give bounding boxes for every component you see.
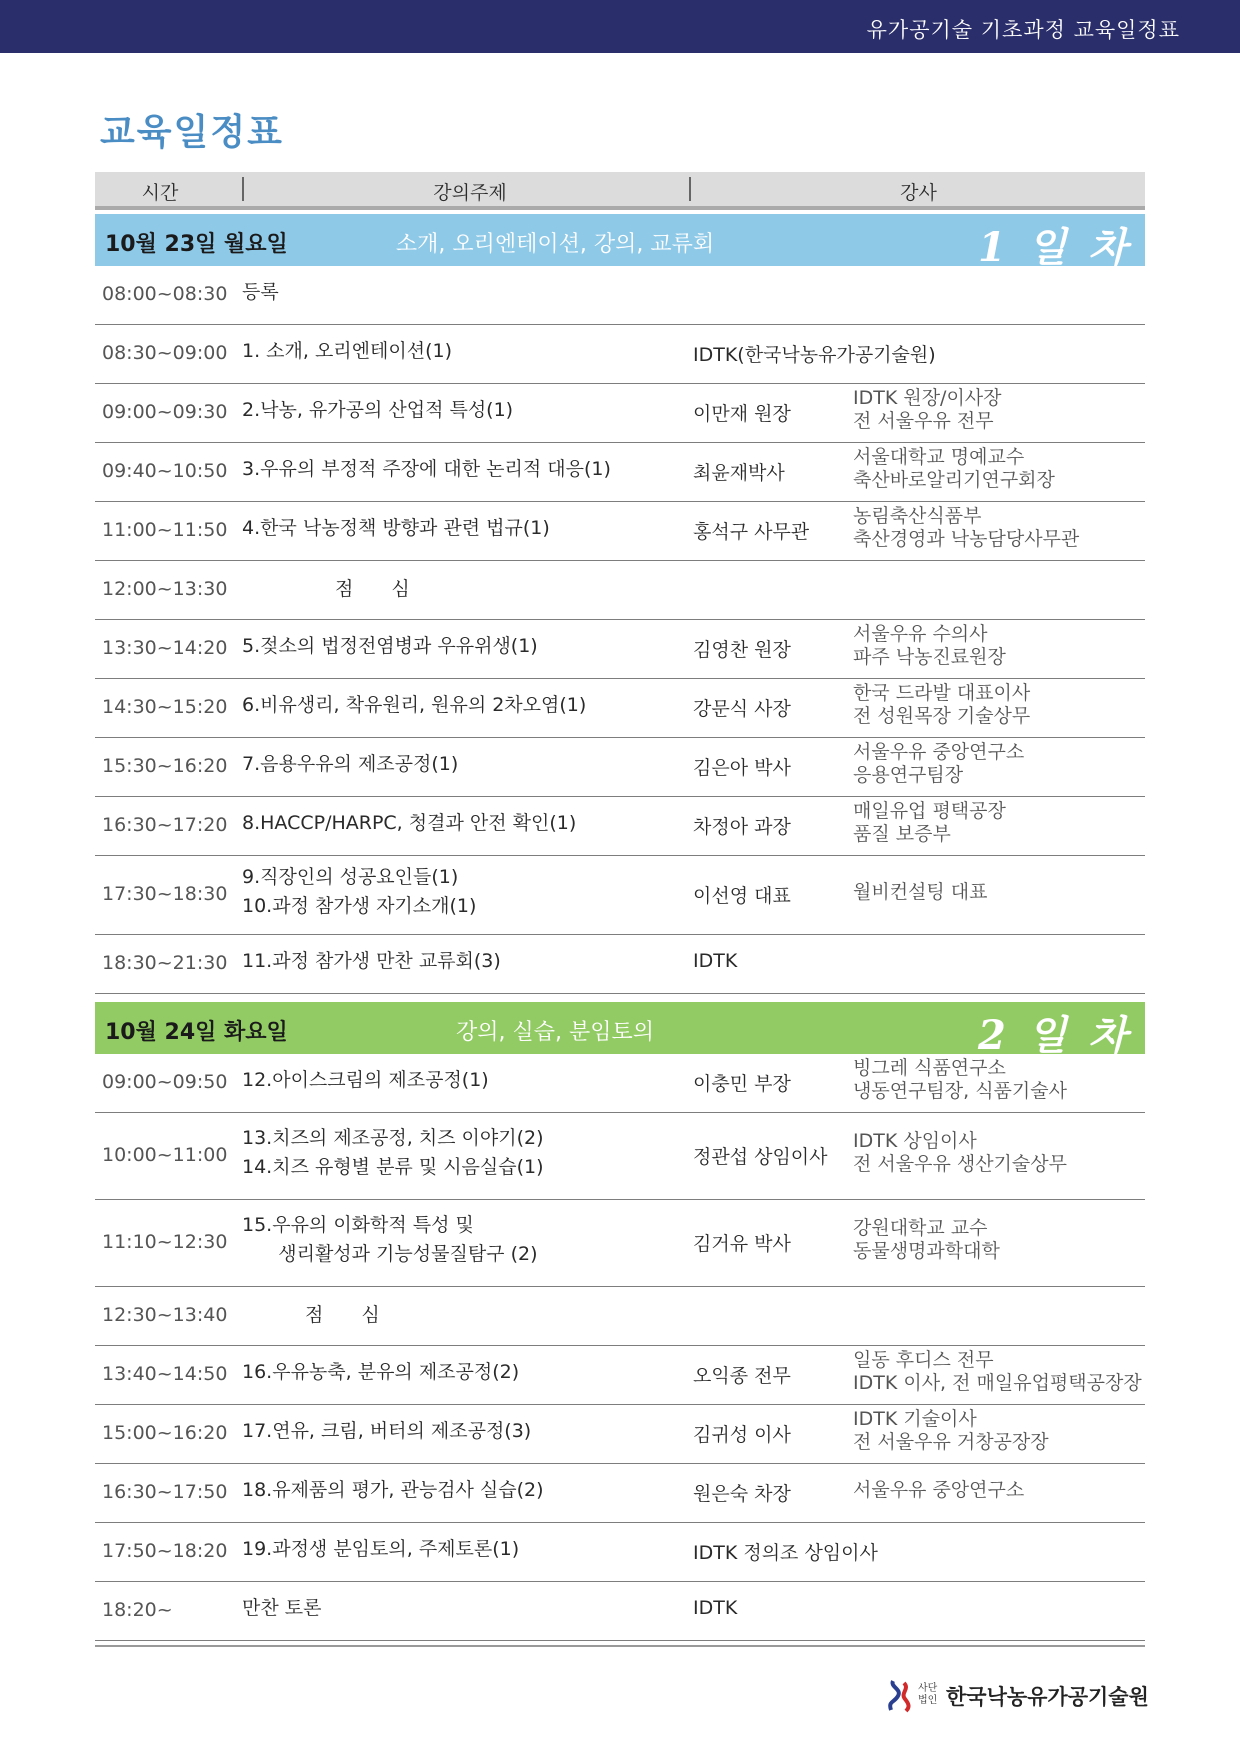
topic-line: 8.HACCP/HARPC, 청결과 안전 확인(1) xyxy=(242,812,577,834)
row-affiliation xyxy=(853,1479,1024,1502)
row-lecturer: 강문식 사장 xyxy=(693,698,791,720)
row-lecturer: 홍석구 사무관 xyxy=(693,521,810,543)
affiliation-line: 서울우유 중앙연구소 xyxy=(853,1479,1025,1501)
schedule-row xyxy=(95,679,1145,738)
header-divider xyxy=(242,177,244,201)
topic-line: 12.아이스크림의 제조공정(1) xyxy=(242,1069,489,1091)
topic-line: 18.유제품의 평가, 관능검사 실습(2) xyxy=(242,1479,544,1501)
row-lecturer: 오익종 전무 xyxy=(693,1365,791,1387)
row-affiliation xyxy=(853,1057,1067,1103)
header-topic: 강의주제 xyxy=(433,182,507,204)
affiliation-line: 응용연구팀장 xyxy=(853,764,964,786)
schedule-row xyxy=(95,325,1145,384)
topic-line: 11.과정 참가생 만찬 교류회(3) xyxy=(242,950,501,972)
row-topic xyxy=(242,750,458,779)
row-lecturer: 이만재 원장 xyxy=(693,403,791,425)
row-time: 12:00~13:30 xyxy=(102,578,228,600)
affiliation-line: IDTK 상임이사 xyxy=(853,1130,977,1152)
logo-mark-icon xyxy=(888,1679,914,1713)
row-lecturer: IDTK(한국낙농유가공기술원) xyxy=(693,344,936,366)
schedule-row xyxy=(95,561,1145,620)
affiliation-line: 강원대학교 교수 xyxy=(853,1217,988,1239)
affiliation-line: 파주 낙농진료원장 xyxy=(853,646,1006,668)
row-time: 18:30~21:30 xyxy=(102,952,228,974)
topic-line: 13.치즈의 제조공정, 치즈 이야기(2) xyxy=(242,1127,544,1149)
lunch-label: 점 심 xyxy=(305,1304,380,1326)
row-time: 09:40~10:50 xyxy=(102,460,228,482)
affiliation-line: 서울우유 수의사 xyxy=(853,623,988,645)
affiliation-line: 농림축산식품부 xyxy=(853,505,982,527)
topic-line: 19.과정생 분임토의, 주제토론(1) xyxy=(242,1538,520,1560)
row-topic xyxy=(242,1211,537,1269)
row-affiliation xyxy=(853,881,988,904)
logo-org-name: 한국낙농유가공기술원 xyxy=(946,1685,1149,1709)
row-affiliation xyxy=(853,682,1030,728)
schedule-row xyxy=(95,620,1145,679)
topic-line: 만찬 토론 xyxy=(242,1597,322,1619)
row-lecturer: 이선영 대표 xyxy=(693,885,791,907)
row-time: 10:00~11:00 xyxy=(102,1144,228,1166)
days-container xyxy=(95,214,1145,1641)
row-lecturer: 정관섭 상임이사 xyxy=(693,1146,828,1168)
row-topic xyxy=(242,396,513,425)
day-theme: 강의, 실습, 분임토의 xyxy=(456,1020,654,1045)
row-time: 18:20~ xyxy=(102,1599,173,1621)
row-topic xyxy=(242,1124,544,1182)
row-lecturer: 김귀성 이사 xyxy=(693,1424,791,1446)
top-banner xyxy=(0,0,1240,53)
affiliation-line: 전 성원목장 기술상무 xyxy=(853,705,1031,727)
row-topic xyxy=(242,514,550,543)
row-lecturer: 차정아 과장 xyxy=(693,816,791,838)
schedule-row xyxy=(95,797,1145,856)
affiliation-line: 전 서울우유 거창공장장 xyxy=(853,1431,1049,1453)
row-time: 12:30~13:40 xyxy=(102,1304,228,1326)
day-date: 10월 24일 화요일 xyxy=(105,1020,288,1045)
row-lecturer: 김은아 박사 xyxy=(693,757,791,779)
row-affiliation xyxy=(853,800,1006,846)
affiliation-line: 전 서울우유 전무 xyxy=(853,410,994,432)
row-time: 11:10~12:30 xyxy=(102,1231,228,1253)
day-theme: 소개, 오리엔테이션, 강의, 교류회 xyxy=(395,232,715,257)
schedule-row xyxy=(95,856,1145,935)
affiliation-line: 품질 보증부 xyxy=(853,823,951,845)
affiliation-line: 매일유업 평택공장 xyxy=(853,800,1006,822)
row-lecturer: 김영찬 원장 xyxy=(693,639,791,661)
row-topic xyxy=(242,337,452,366)
row-topic xyxy=(242,863,476,921)
topic-line: 생리활성과 기능성물질탐구 (2) xyxy=(242,1243,538,1265)
row-affiliation xyxy=(853,1349,1142,1395)
topic-line: 7.음용우유의 제조공정(1) xyxy=(242,753,459,775)
row-time: 17:50~18:20 xyxy=(102,1540,228,1562)
header-divider xyxy=(689,177,691,201)
header-time: 시간 xyxy=(141,182,179,204)
affiliation-line: 서울우유 중앙연구소 xyxy=(853,741,1025,763)
row-affiliation xyxy=(853,1217,1000,1263)
row-affiliation xyxy=(853,1408,1049,1454)
affiliation-line: 빙그레 식품연구소 xyxy=(853,1057,1006,1079)
row-time: 16:30~17:50 xyxy=(102,1481,228,1503)
topic-line: 4.한국 낙농정책 방향과 관련 법규(1) xyxy=(242,517,550,539)
row-topic xyxy=(242,1594,321,1623)
row-topic xyxy=(242,278,279,307)
row-affiliation xyxy=(853,741,1024,787)
schedule-row xyxy=(95,738,1145,797)
row-topic xyxy=(242,947,501,976)
affiliation-line: 일동 후디스 전무 xyxy=(853,1349,994,1371)
row-lecturer: 원은숙 차장 xyxy=(693,1483,791,1505)
row-time: 08:30~09:00 xyxy=(102,342,228,364)
row-time: 11:00~11:50 xyxy=(102,519,228,541)
row-topic xyxy=(242,1358,519,1387)
topic-line: 6.비유생리, 착유원리, 원유의 2차오염(1) xyxy=(242,694,587,716)
day-badge: 2 일 차 xyxy=(978,1012,1131,1059)
row-affiliation xyxy=(853,623,1006,669)
document-title: 유가공기술 기초과정 교육일정표 xyxy=(866,18,1180,42)
schedule-row xyxy=(95,1405,1145,1464)
row-time: 15:00~16:20 xyxy=(102,1422,228,1444)
row-topic xyxy=(242,691,586,720)
row-time: 14:30~15:20 xyxy=(102,696,228,718)
affiliation-line: IDTK 기술이사 xyxy=(853,1408,977,1430)
row-topic xyxy=(242,1066,489,1095)
schedule-row xyxy=(95,1054,1145,1113)
org-logo xyxy=(888,1675,1148,1715)
row-lecturer: 이충민 부장 xyxy=(693,1073,791,1095)
row-lecturer: 김거유 박사 xyxy=(693,1233,791,1255)
schedule-row xyxy=(95,443,1145,502)
schedule-row xyxy=(95,1346,1145,1405)
affiliation-line: 동물생명과학대학 xyxy=(853,1240,1000,1262)
schedule-row xyxy=(95,1464,1145,1523)
lunch-label: 점 심 xyxy=(335,578,410,600)
row-topic xyxy=(242,809,576,838)
schedule-row xyxy=(95,1287,1145,1346)
row-lecturer: IDTK xyxy=(693,950,738,972)
logo-org-type-line: 사단 xyxy=(918,1683,938,1694)
row-lecturer: 최윤재박사 xyxy=(693,462,785,484)
row-lecturer: IDTK xyxy=(693,1597,738,1619)
row-time: 09:00~09:30 xyxy=(102,401,228,423)
schedule-row xyxy=(95,1200,1145,1287)
affiliation-line: 냉동연구팀장, 식품기술사 xyxy=(853,1080,1067,1102)
affiliation-line: 축산바로알리기연구회장 xyxy=(853,469,1055,491)
schedule-row xyxy=(95,1582,1145,1641)
schedule-row xyxy=(95,1523,1145,1582)
topic-line: 3.우유의 부정적 주장에 대한 논리적 대응(1) xyxy=(242,458,611,480)
day-banner xyxy=(95,214,1145,271)
table-end-line xyxy=(95,1645,1145,1647)
row-time: 13:30~14:20 xyxy=(102,637,228,659)
table-header xyxy=(95,172,1145,210)
topic-line: 1. 소개, 오리엔테이션(1) xyxy=(242,340,452,362)
page-title: 교육일정표 xyxy=(100,112,284,153)
row-time: 09:00~09:50 xyxy=(102,1071,228,1093)
schedule-table xyxy=(95,172,1145,1647)
topic-line: 15.우유의 이화학적 특성 및 xyxy=(242,1214,474,1236)
topic-line: 등록 xyxy=(242,281,279,303)
logo-org-type-line: 법인 xyxy=(918,1695,938,1706)
row-time: 17:30~18:30 xyxy=(102,883,228,905)
schedule-row xyxy=(95,266,1145,325)
row-affiliation xyxy=(853,446,1055,492)
row-topic xyxy=(242,632,538,661)
row-time: 13:40~14:50 xyxy=(102,1363,228,1385)
logo-org-type xyxy=(918,1683,937,1707)
topic-line: 17.연유, 크림, 버터의 제조공정(3) xyxy=(242,1420,532,1442)
topic-line: 5.젖소의 법정전염병과 우유위생(1) xyxy=(242,635,538,657)
affiliation-line: 전 서울우유 생산기술상무 xyxy=(853,1153,1067,1175)
affiliation-line: 축산경영과 낙농담당사무관 xyxy=(853,528,1080,550)
day-date: 10월 23일 월요일 xyxy=(105,232,288,257)
schedule-row xyxy=(95,1113,1145,1200)
row-topic xyxy=(242,1535,519,1564)
affiliation-line: 한국 드라발 대표이사 xyxy=(853,682,1031,704)
day-banner xyxy=(95,1002,1145,1059)
row-topic xyxy=(242,1417,531,1446)
affiliation-line: 월비컨설팅 대표 xyxy=(853,881,988,903)
affiliation-line: IDTK 이사, 전 매일유업평택공장장 xyxy=(853,1372,1142,1394)
row-topic xyxy=(242,455,611,484)
affiliation-line: 서울대학교 명예교수 xyxy=(853,446,1025,468)
row-affiliation xyxy=(853,387,1002,433)
row-affiliation xyxy=(853,505,1079,551)
row-time: 16:30~17:20 xyxy=(102,814,228,836)
topic-line: 14.치즈 유형별 분류 및 시음실습(1) xyxy=(242,1156,544,1178)
schedule-row xyxy=(95,502,1145,561)
affiliation-line: IDTK 원장/이사장 xyxy=(853,387,1002,409)
row-affiliation xyxy=(853,1130,1067,1176)
row-topic xyxy=(242,1476,544,1505)
topic-line: 16.우유농축, 분유의 제조공정(2) xyxy=(242,1361,520,1383)
schedule-row xyxy=(95,384,1145,443)
schedule-row xyxy=(95,935,1145,994)
topic-line: 2.낙농, 유가공의 산업적 특성(1) xyxy=(242,399,514,421)
row-lecturer: IDTK 정의조 상임이사 xyxy=(693,1542,878,1564)
row-time: 08:00~08:30 xyxy=(102,283,228,305)
topic-line: 10.과정 참가생 자기소개(1) xyxy=(242,895,477,917)
header-lecturer: 강사 xyxy=(900,182,937,204)
row-time: 15:30~16:20 xyxy=(102,755,228,777)
topic-line: 9.직장인의 성공요인들(1) xyxy=(242,866,459,888)
day-badge: 1 일 차 xyxy=(978,224,1131,271)
